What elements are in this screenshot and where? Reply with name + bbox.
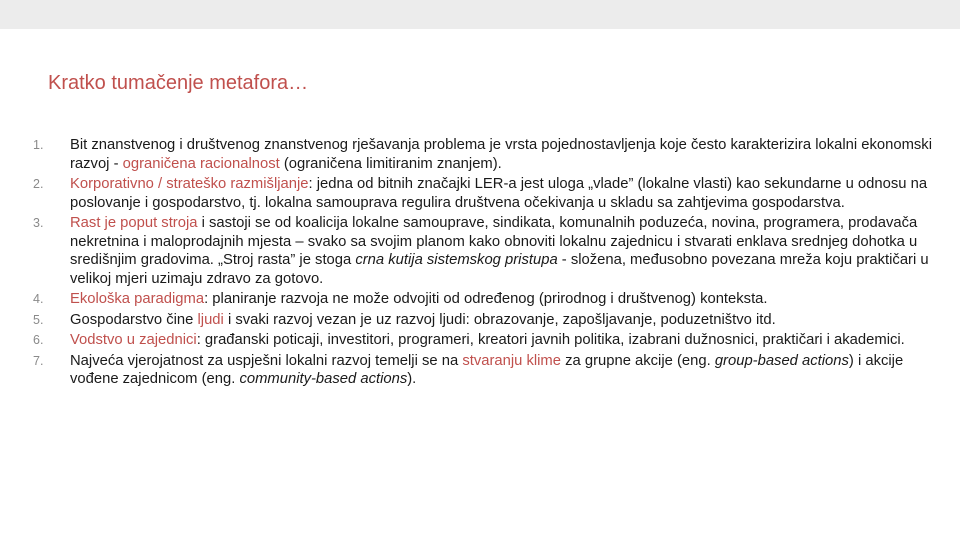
text-segment: : planiranje razvoja ne može odvojiti od određenog (prirodnog i društvenog) konteksta.	[204, 291, 768, 307]
highlighted-term: Korporativno / strateško razmišljanje	[70, 176, 309, 192]
list-number: 7.	[33, 353, 44, 368]
text-segment: ).	[407, 371, 417, 387]
text-segment: i svaki razvoj vezan je uz razvoj ljudi: obrazovanje, zapošljavanje, poduzetništvo itd.	[223, 311, 776, 328]
text-segment: : jedna od bitnih značajki LER-a jest uloga „vlade” (lokalne vlasti) kao sekundarne u odnosu na poslovanje i gospodarstvo, tj. lokalna samouprava regulira društvena očekivanja u skladu sa zahtjevima gospodarstva.	[70, 176, 928, 211]
list-item	[33, 290, 938, 309]
highlighted-term: Rast je poput stroja	[70, 215, 198, 231]
numbered-list	[33, 136, 938, 391]
highlighted-term: ograničena racionalnost	[122, 155, 280, 172]
list-number: 5.	[33, 312, 44, 327]
list-item	[33, 352, 938, 389]
list-item	[33, 175, 938, 212]
italic-term: crna kutija sistemskog pristupa	[355, 252, 558, 268]
text-segment: Bit znanstvenog i društvenog znanstvenog rješavanja problema je vrsta pojednostavljenja koje često karakterizira lokalni ekonomski razvoj -	[70, 137, 932, 172]
highlighted-term: ljudi	[197, 311, 224, 328]
list-item	[33, 136, 938, 173]
highlighted-term: Vodstvo u zajednici	[70, 332, 197, 348]
list-number: 6.	[33, 333, 44, 347]
text-segment: Gospodarstvo čine	[70, 311, 198, 328]
top-band	[0, 0, 960, 29]
text-segment: Najveća vjerojatnost za uspješni lokalni razvoj temelji se na	[70, 352, 463, 369]
list-item	[33, 214, 938, 288]
list-number: 1.	[33, 138, 44, 152]
list-item-text	[70, 312, 776, 328]
text-segment: : građanski poticaji, investitori, programeri, kreatori javnih politika, izabrani dužnosnici, praktičari i akademici.	[196, 332, 905, 348]
text-segment: ) i akcije vođene zajednicom (eng.	[70, 352, 904, 387]
highlighted-term: stvaranju klime	[462, 352, 561, 369]
text-segment: i sastoji se od koalicija lokalne samouprave, sindikata, komunalnih poduzeća, novina, programera, prodavača nekretnina i maloprodajnih mjesta – svako sa svojim planom kako obnoviti lokalnu zajednicu i stvarati enklava srednjeg dohotka u središnjim gradovima. „Stroj rasta” je stoga	[70, 215, 918, 268]
slide-title: Kratko tumačenje metafora…	[48, 72, 309, 94]
list-item-text	[70, 215, 929, 287]
list-item-text	[70, 291, 768, 307]
list-item-text	[70, 176, 927, 211]
text-segment: - složena, međusobno povezana mreža koju praktičari u velikoj mjeri uzimaju zdravo za gotovo.	[70, 252, 929, 287]
list-item	[33, 311, 938, 330]
text-segment: (ograničena limitiranim znanjem).	[279, 155, 502, 172]
list-number: 3.	[33, 216, 44, 230]
list-item	[33, 331, 938, 350]
highlighted-term: Ekološka paradigma	[70, 291, 205, 307]
italic-term: community-based actions	[239, 371, 408, 387]
list-number: 4.	[33, 292, 44, 306]
list-item-text	[70, 332, 905, 348]
italic-term: group-based actions	[714, 352, 849, 369]
text-segment: za grupne akcije (eng.	[561, 352, 715, 369]
list-item-text	[70, 137, 932, 172]
list-number: 2.	[33, 177, 44, 191]
list-item-text	[70, 353, 903, 388]
